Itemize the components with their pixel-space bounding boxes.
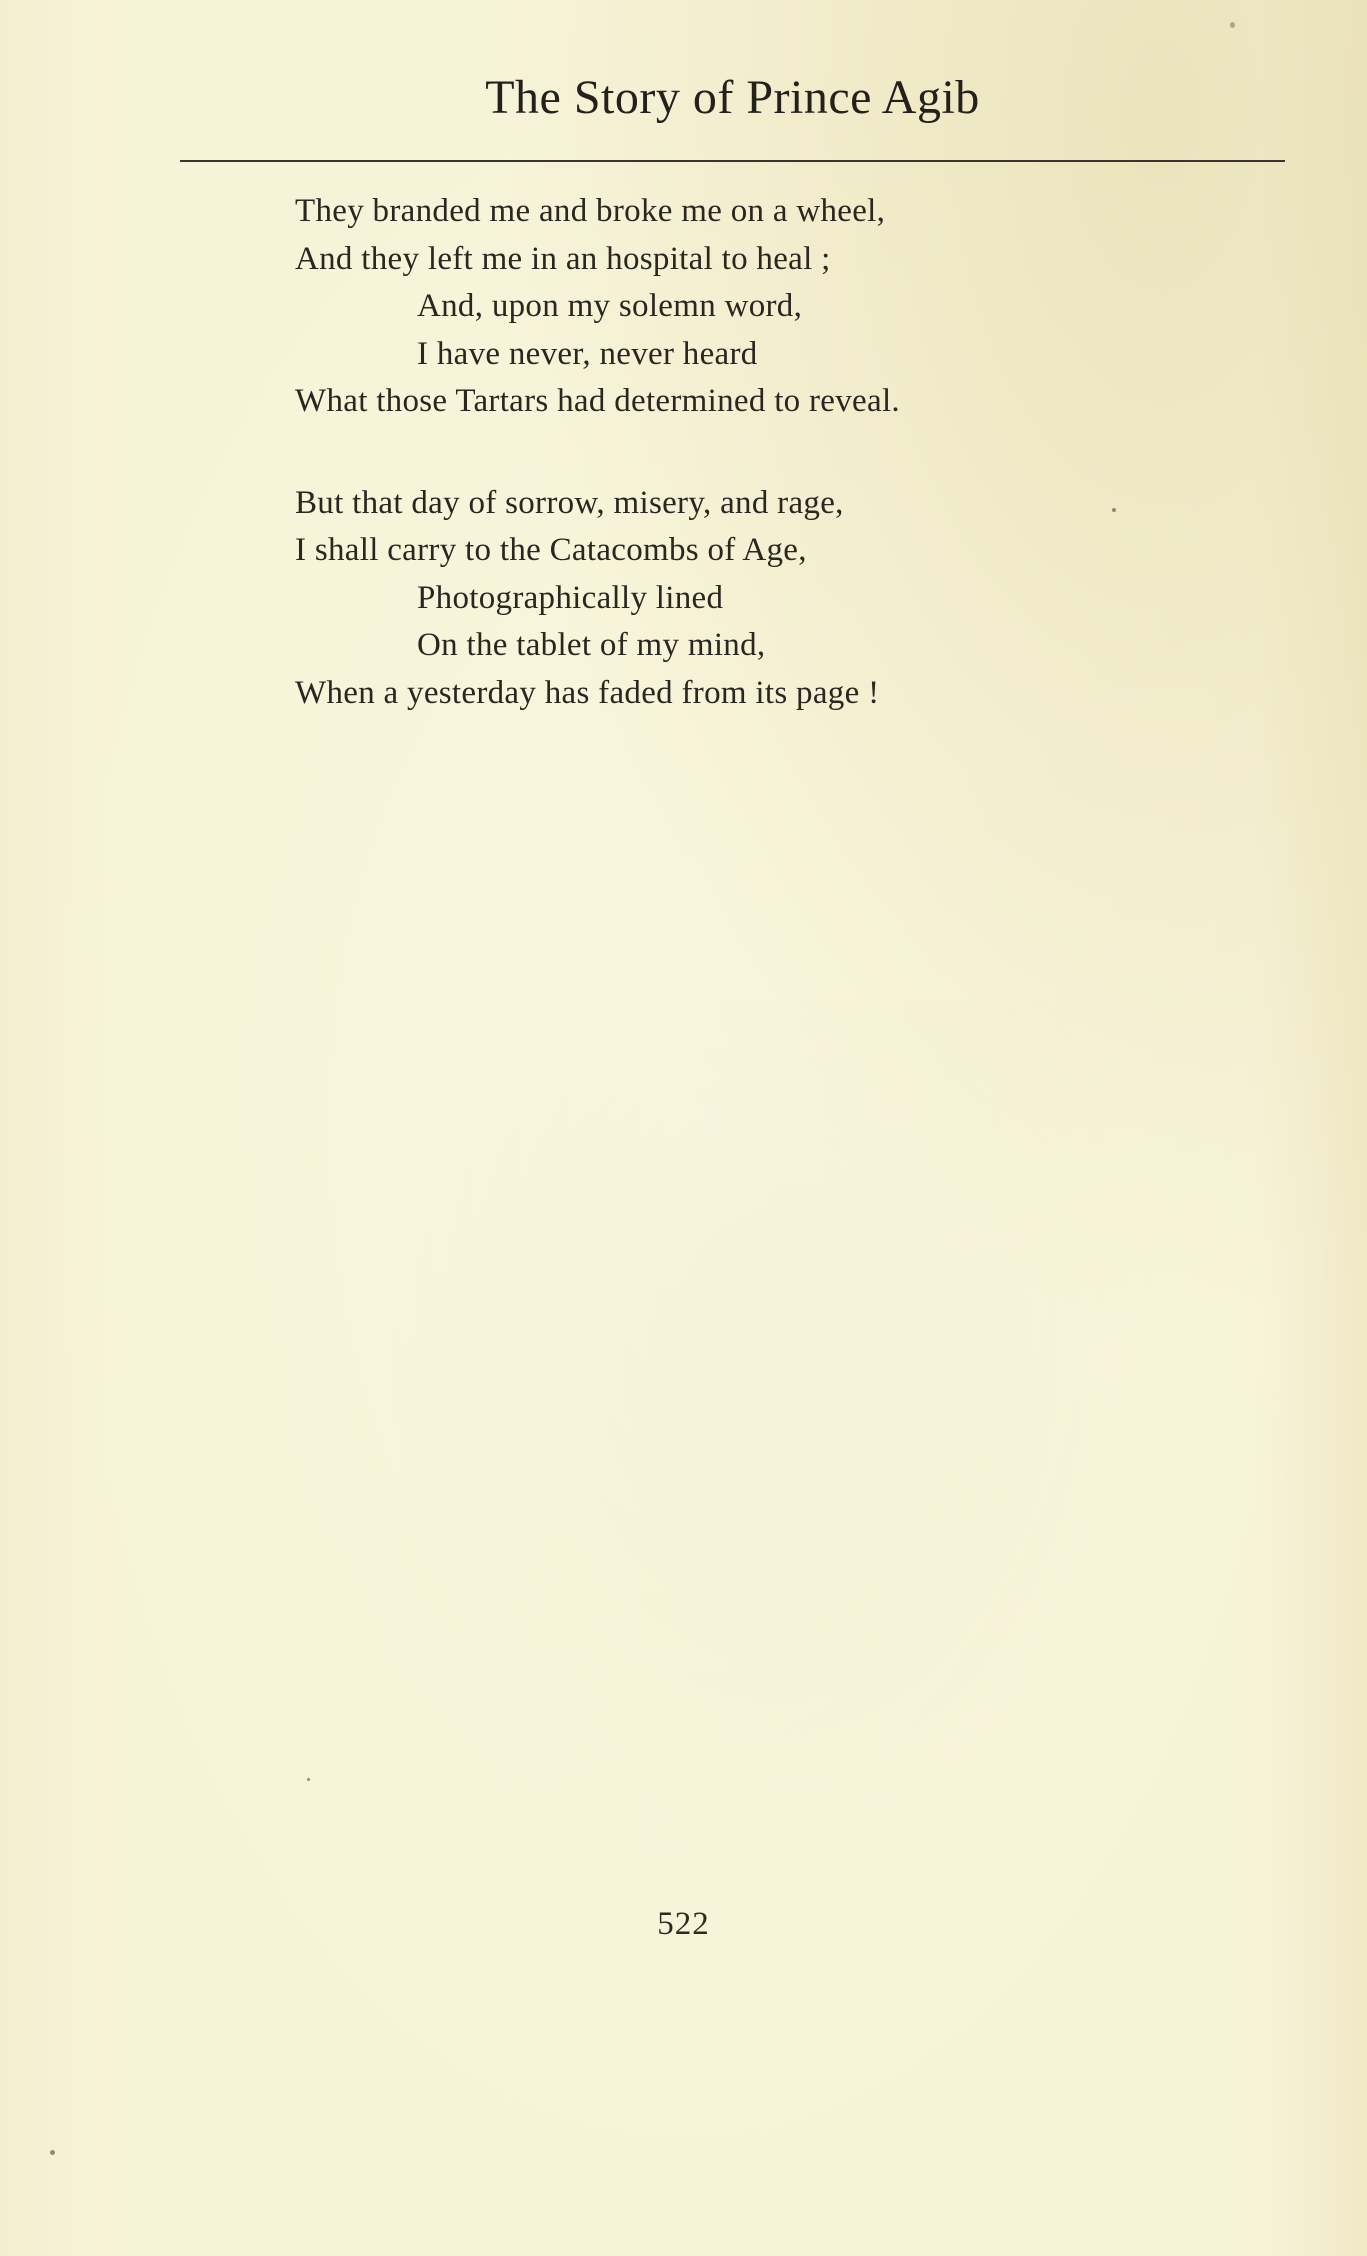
stanza-2 (295, 480, 1195, 718)
header-rule (180, 160, 1285, 162)
poem-line-indented: And, upon my solemn word, (417, 288, 803, 324)
stanza-1 (295, 188, 1195, 426)
page-number: 522 (657, 1906, 710, 1942)
paper-speck (1112, 508, 1116, 512)
paper-speck (1230, 22, 1235, 28)
poem-line: I shall carry to the Catacombs of Age, (295, 532, 807, 568)
running-title: The Story of Prince Agib (485, 71, 980, 124)
poem-line-indented: I have never, never heard (417, 335, 758, 372)
poem-line: And they left me in an hospital to heal ; (295, 240, 831, 277)
poem-line: What those Tartars had determined to reveal. (295, 383, 900, 419)
poem (295, 188, 1195, 771)
poem-line-indented: On the tablet of my mind, (417, 627, 766, 663)
paper-speck (307, 1778, 310, 1781)
poem-line: But that day of sorrow, misery, and rage, (295, 484, 844, 521)
show-through-shadow (380, 1000, 1180, 1900)
poem-line: When a yesterday has faded from its page ! (295, 674, 880, 711)
poem-line-indented: Photographically lined (417, 579, 724, 616)
paper-speck (50, 2150, 55, 2155)
poem-line: They branded me and broke me on a wheel, (295, 193, 886, 229)
